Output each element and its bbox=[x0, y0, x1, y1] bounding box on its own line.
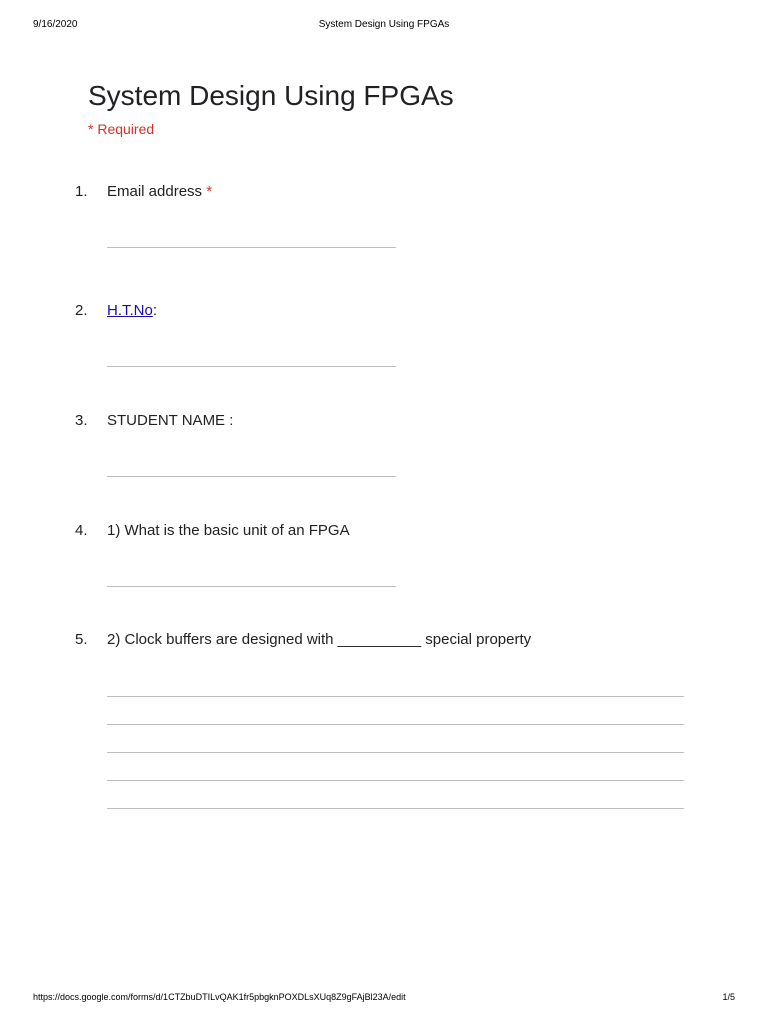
question-number: 3. bbox=[75, 412, 88, 429]
print-header bbox=[33, 19, 735, 33]
question-number: 2. bbox=[75, 302, 88, 319]
htno-link[interactable]: H.T.No bbox=[107, 302, 153, 319]
question-label bbox=[107, 183, 212, 200]
print-url: https://docs.google.com/forms/d/1CTZbuDTILvQAK1fr5pbgknPOXDLsXUq8Z9gFAjBl23A/edit bbox=[33, 992, 406, 1002]
student-name-answer-field[interactable] bbox=[107, 476, 396, 477]
question-label bbox=[107, 302, 157, 319]
print-title: System Design Using FPGAs bbox=[318, 19, 450, 30]
print-footer bbox=[33, 992, 735, 1006]
question-number: 1. bbox=[75, 183, 88, 200]
required-note: * Required bbox=[88, 121, 155, 137]
paragraph-answer-line[interactable] bbox=[107, 808, 684, 809]
paragraph-answer-line[interactable] bbox=[107, 724, 684, 725]
question-text: STUDENT NAME : bbox=[107, 412, 234, 429]
required-asterisk: * bbox=[206, 183, 213, 200]
page-number: 1/5 bbox=[722, 992, 735, 1002]
paragraph-answer-line[interactable] bbox=[107, 696, 684, 697]
htno-answer-field[interactable] bbox=[107, 366, 396, 367]
question-suffix: : bbox=[152, 302, 158, 319]
paragraph-answer-line[interactable] bbox=[107, 780, 684, 781]
form-title: System Design Using FPGAs bbox=[88, 80, 454, 111]
paragraph-answer-line[interactable] bbox=[107, 752, 684, 753]
question-number: 5. bbox=[75, 631, 88, 648]
question-text: Email address bbox=[107, 183, 203, 200]
question-text: 1) What is the basic unit of an FPGA bbox=[107, 522, 350, 539]
print-date: 9/16/2020 bbox=[33, 19, 78, 30]
question-number: 4. bbox=[75, 522, 88, 539]
basic-unit-answer-field[interactable] bbox=[107, 586, 396, 587]
question-text: 2) Clock buffers are designed with __________ special property bbox=[107, 631, 532, 648]
email-answer-field[interactable] bbox=[107, 247, 396, 248]
